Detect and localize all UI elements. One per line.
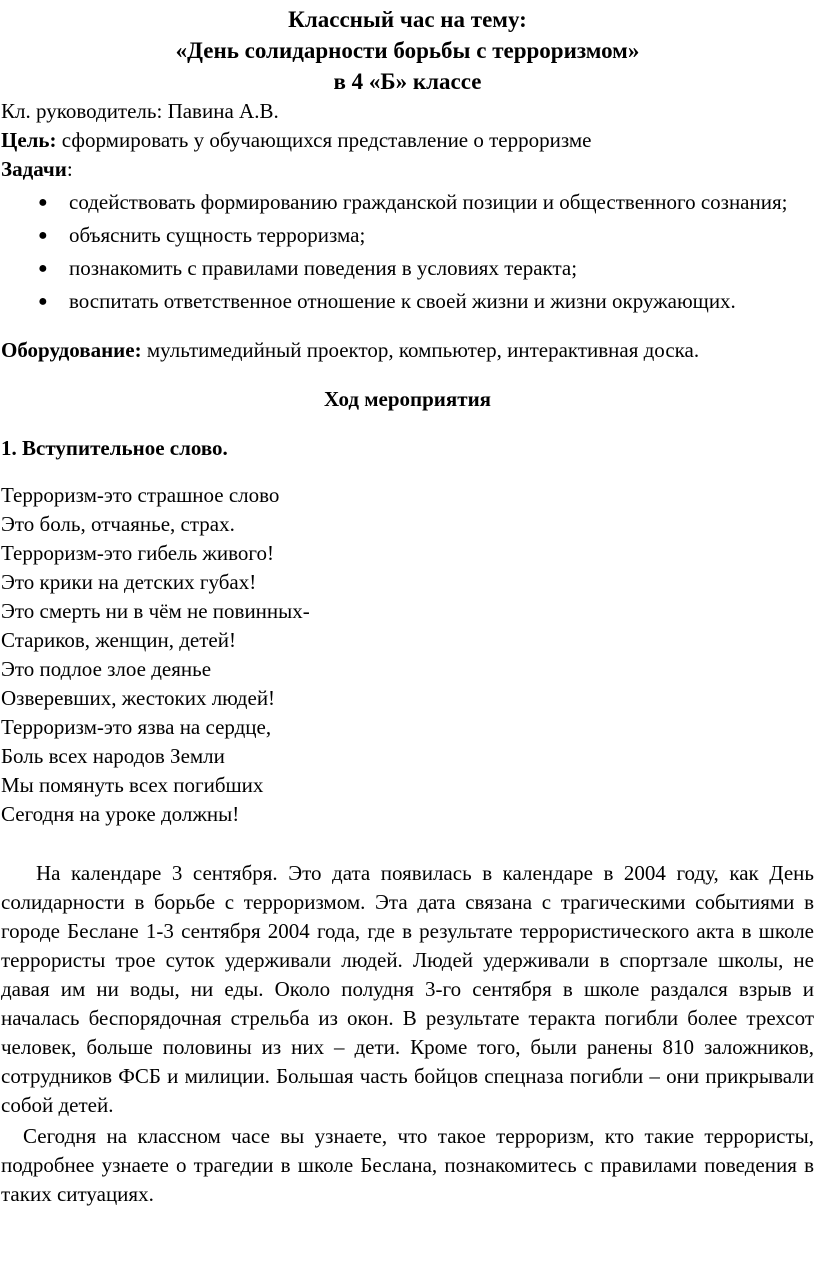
section-heading: Ход мероприятия: [323, 387, 492, 411]
document-title: [1, 4, 814, 97]
teacher-line: Кл. руководитель: Павина А.В.: [1, 99, 279, 123]
bullet-icon: ●: [38, 260, 48, 277]
poem-line: Это крики на детских губах!: [1, 570, 257, 594]
poem: [1, 481, 814, 829]
task-text: познакомить с правилами поведения в условиях теракта;: [69, 256, 578, 280]
goal-label: Цель:: [1, 128, 57, 152]
poem-line: Сегодня на уроке должны!: [1, 802, 240, 826]
title-line-3: в 4 «Б» классе: [333, 69, 482, 94]
task-text: воспитать ответственное отношение к своей жизни и жизни окружающих.: [69, 289, 736, 313]
task-text: содействовать формированию гражданской позиции и общественного сознания;: [69, 190, 788, 214]
poem-line: Это смерть ни в чём не повинных-: [1, 599, 310, 623]
point-heading: 1. Вступительное слово.: [1, 436, 228, 460]
goal-line: [1, 126, 814, 155]
poem-line: Озверевших, жестоких людей!: [1, 686, 276, 710]
title-line-1: Классный час на тему:: [288, 7, 527, 32]
list-item: [1, 287, 814, 316]
equipment-line: [1, 336, 814, 365]
poem-line: Терроризм-это язва на сердце,: [1, 715, 272, 739]
poem-line: Терроризм-это гибель живого!: [1, 541, 275, 565]
list-item: [1, 188, 814, 217]
tasks-label: Задачи: [1, 157, 67, 181]
document-page: [0, 4, 816, 1276]
poem-line: Терроризм-это страшное слово: [1, 483, 280, 507]
poem-line: Боль всех народов Земли: [1, 744, 225, 768]
poem-line: Это подлое злое деянье: [1, 657, 212, 681]
paragraph-intro: На календаре 3 сентября. Это дата появилась в календаре в 2004 году, как День солидарности в борьбе с терроризмом. Эта дата связана с трагическими событиями в городе Беслане 1-3 сентября 2004 года, где в результате террористического акта в школе террористы трое суток удерживали людей. Людей удерживали в спортзале школы, не давая им ни воды, ни еды. Около полудня 3-го сентября в школе раздался взрыв и началась беспорядочная стрельба из окон. В результате теракта погибли более трехсот человек, больше половины из них – дети. Кроме того, были ранены 810 заложников, сотрудников ФСБ и милиции. Большая часть бойцов спецназа погибли – они прикрывали собой детей.: [1, 861, 814, 1117]
tasks-list: [1, 188, 814, 316]
task-text: объяснить сущность терроризма;: [69, 223, 366, 247]
list-item: [1, 254, 814, 283]
bullet-icon: ●: [38, 293, 48, 310]
tasks-heading: [1, 155, 814, 184]
equipment-text: мультимедийный проектор, компьютер, интерактивная доска.: [141, 338, 700, 362]
bullet-icon: ●: [38, 194, 48, 211]
goal-text: сформировать у обучающихся представление о терроризме: [56, 128, 592, 152]
poem-line: Стариков, женщин, детей!: [1, 628, 236, 652]
list-item: [1, 221, 814, 250]
poem-line: Мы помянуть всех погибших: [1, 773, 264, 797]
paragraph-today: Сегодня на классном часе вы узнаете, что такое терроризм, кто такие террористы, подробнее узнаете о трагедии в школе Беслана, познакомитесь с правилами поведения в таких ситуациях.: [1, 1124, 814, 1206]
bullet-icon: ●: [38, 227, 48, 244]
tasks-label-suffix: :: [66, 157, 73, 181]
equipment-label: Оборудование:: [1, 338, 142, 362]
poem-line: Это боль, отчаянье, страх.: [1, 512, 235, 536]
title-line-2: «День солидарности борьбы с терроризмом»: [175, 38, 640, 63]
